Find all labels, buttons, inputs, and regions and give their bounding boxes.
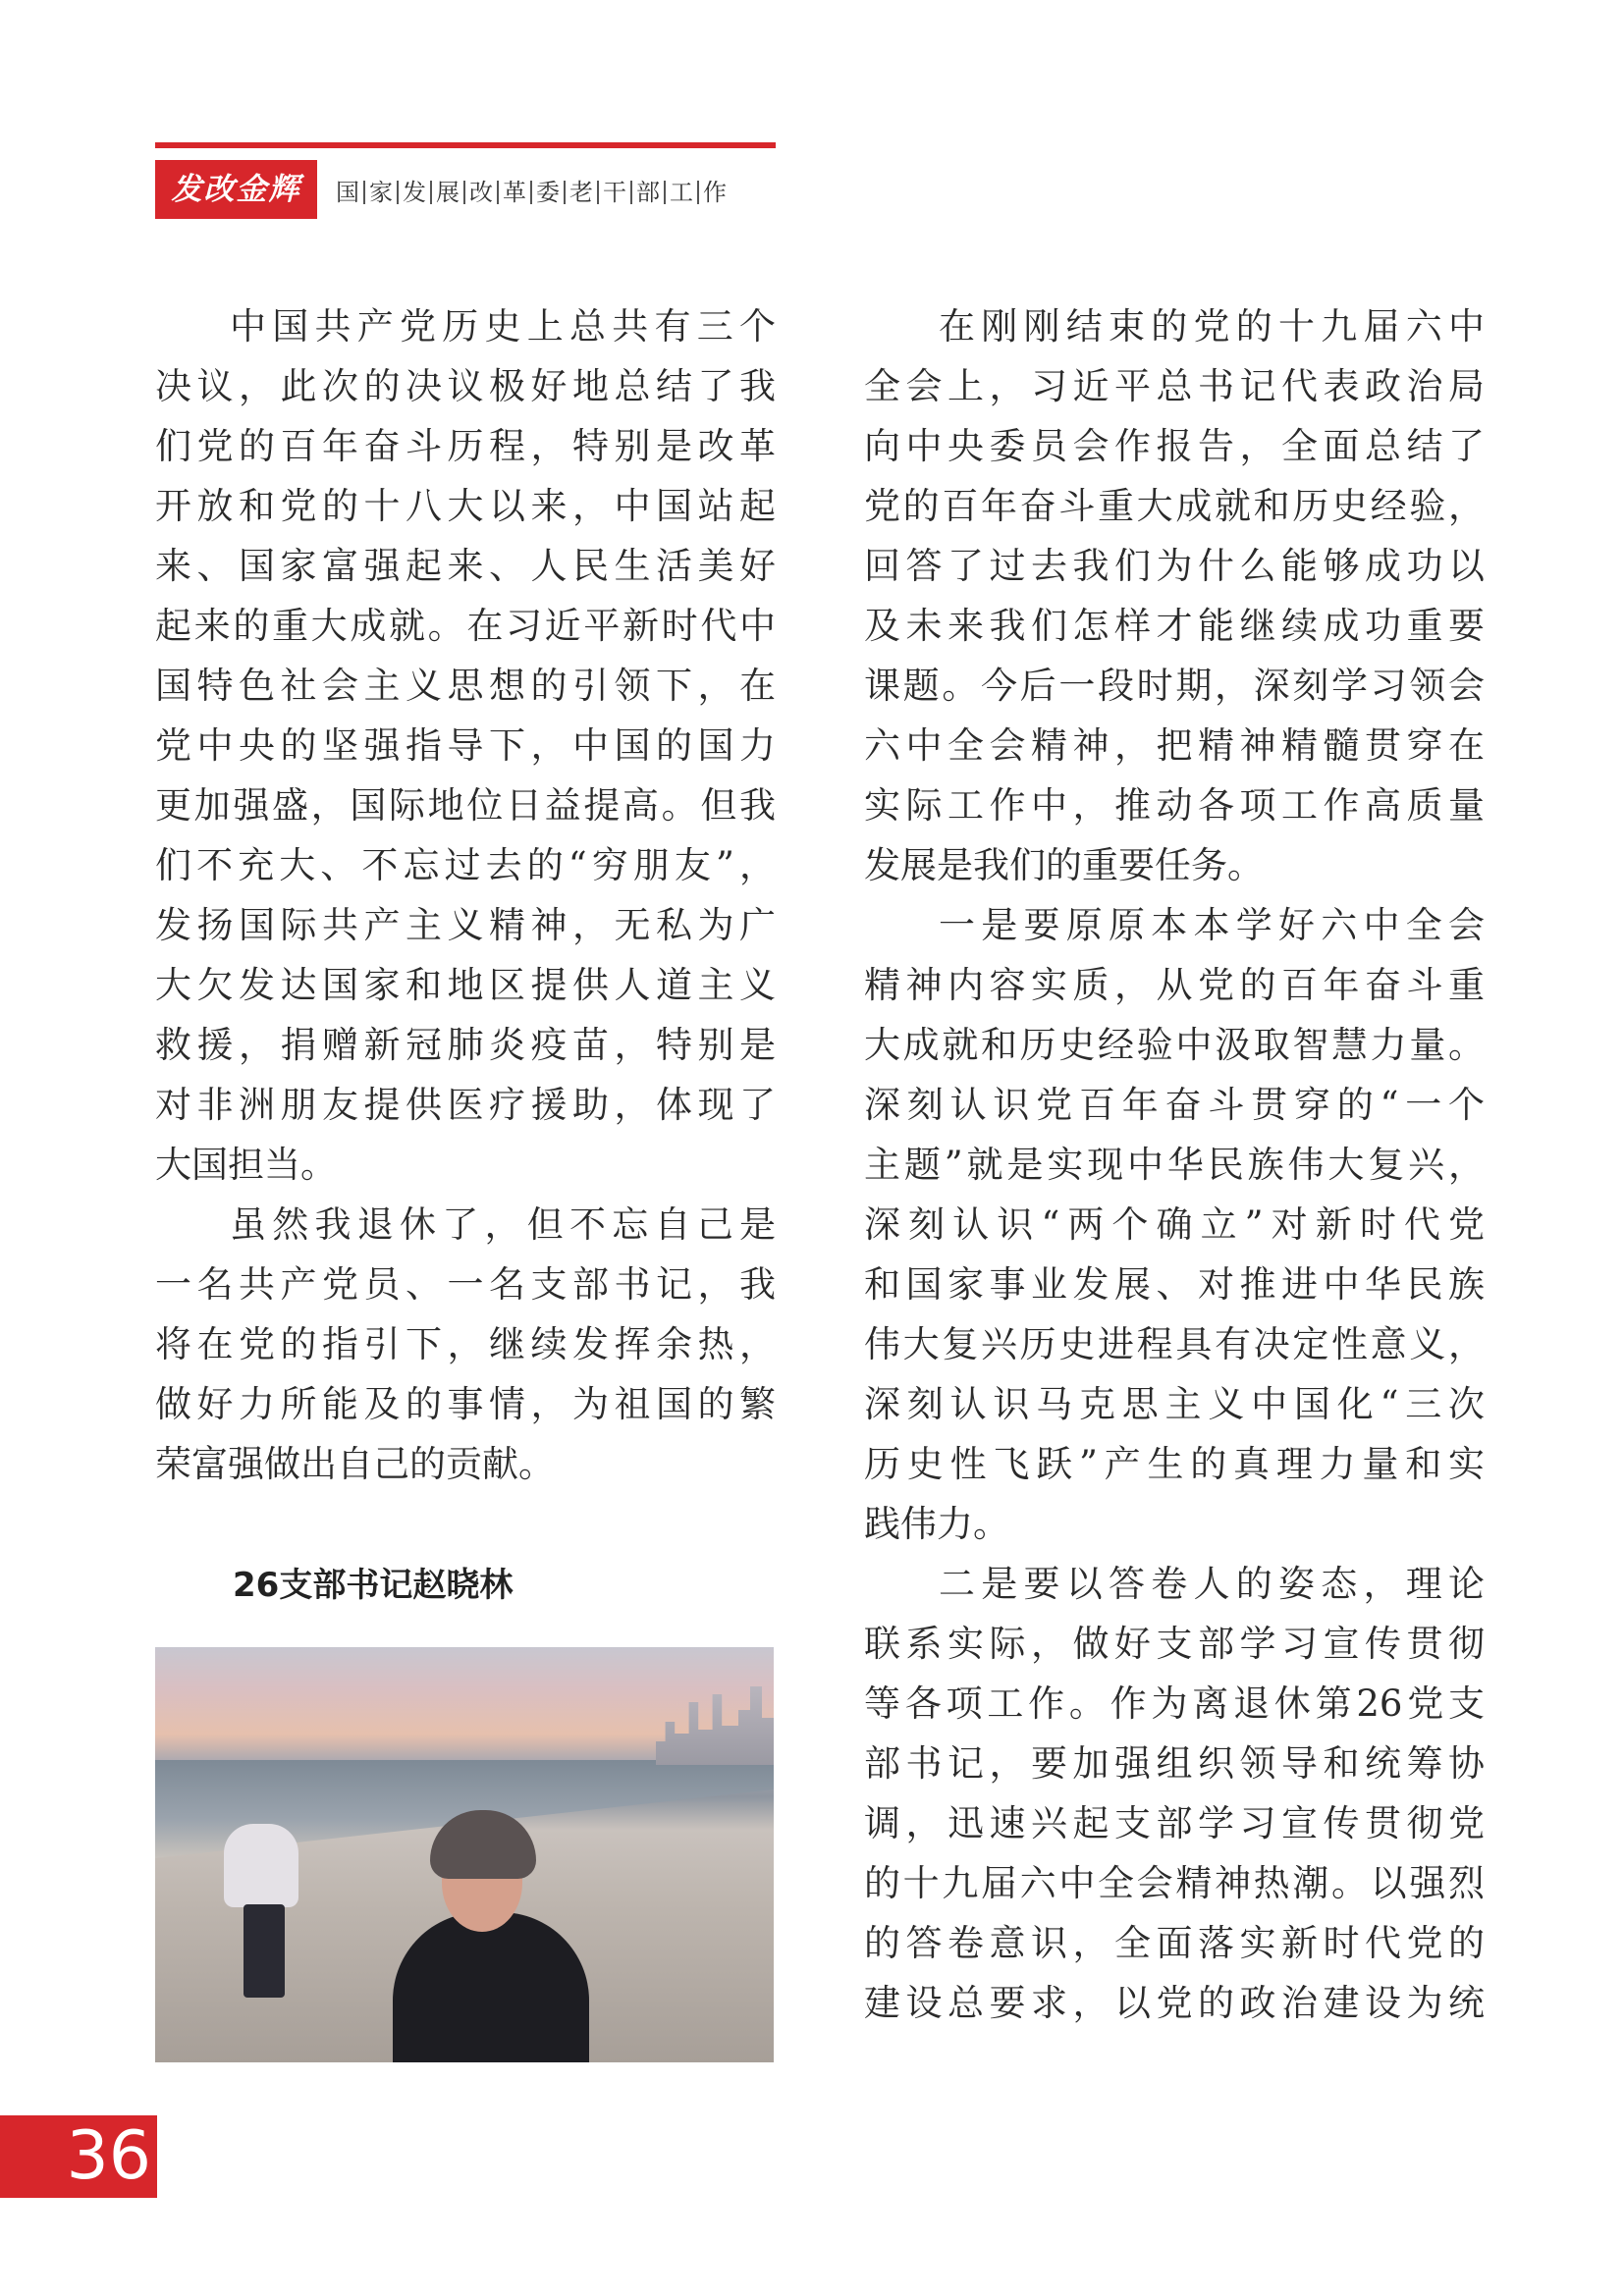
- text-line: 大国担当。: [155, 1144, 337, 1186]
- text-line: 发展是我们的重要任务。: [864, 844, 1264, 886]
- text-line: 党中央的坚强指导下，中国的国力: [155, 724, 776, 767]
- subtitle-char: 部: [632, 181, 666, 204]
- text-line: 大欠发达国家和地区提供人道主义: [155, 964, 776, 1006]
- text-line: 的十九届六中全会精神热潮。以强烈: [864, 1862, 1485, 1904]
- subtitle-char: 干: [599, 181, 632, 204]
- text-line: 起来的重大成就。在习近平新时代中: [155, 605, 776, 647]
- subtitle-char: 国: [332, 181, 365, 204]
- text-line: 做好力所能及的事情，为祖国的繁: [155, 1383, 776, 1425]
- text-line: 开放和党的十八大以来，中国站起: [155, 485, 776, 527]
- text-line: 全会上，习近平总书记代表政治局: [864, 365, 1485, 407]
- text-line: 们不充大、不忘过去的“穷朋友”，: [155, 844, 776, 886]
- subtitle-char: 改: [465, 181, 499, 204]
- text-line: 六中全会精神，把精神精髓贯穿在: [864, 724, 1485, 767]
- text-line: 及未来我们怎样才能继续成功重要: [864, 605, 1485, 647]
- text-line: 课题。今后一段时期，深刻学习领会: [864, 665, 1485, 707]
- right-column: [864, 296, 1485, 2033]
- photo-child: [224, 1824, 298, 1907]
- subtitle-char: 家: [365, 181, 399, 204]
- photo-woman-body: [393, 1912, 589, 2062]
- text-line: 一是要原原本本学好六中全会: [939, 904, 1485, 946]
- text-line: 一名共产党员、一名支部书记，我: [155, 1263, 776, 1306]
- text-line: 精神内容实质，从党的百年奋斗重: [864, 964, 1485, 1006]
- text-line: 联系实际，做好支部学习宣传贯彻: [864, 1623, 1485, 1665]
- header-subtitle: [332, 177, 731, 208]
- subtitle-char: 工: [666, 181, 699, 204]
- text-line: 和国家事业发展、对推进中华民族: [864, 1263, 1485, 1306]
- text-line: 等各项工作。作为离退休第26党支: [864, 1682, 1485, 1725]
- text-line: 二是要以答卷人的姿态，理论: [939, 1563, 1485, 1605]
- subtitle-char: 发: [399, 181, 432, 204]
- text-line: 对非洲朋友提供医疗援助，体现了: [155, 1084, 776, 1126]
- page-number-text: 36: [66, 2117, 151, 2195]
- text-line: 向中央委员会作报告，全面总结了: [864, 425, 1485, 467]
- text-line: 发扬国际共产主义精神，无私为广: [155, 904, 776, 946]
- text-line: 们党的百年奋斗历程，特别是改革: [155, 425, 776, 467]
- photo-child-legs: [244, 1904, 285, 1998]
- text-line: 救援，捐赠新冠肺炎疫苗，特别是: [155, 1024, 776, 1066]
- text-line: 决议，此次的决议极好地总结了我: [155, 365, 776, 407]
- text-line: 实际工作中，推动各项工作高质量: [864, 784, 1485, 827]
- text-line: 更加强盛，国际地位日益提高。但我: [155, 784, 776, 827]
- text-line: 践伟力。: [864, 1503, 1009, 1545]
- text-line: 历史性飞跃”产生的真理力量和实: [864, 1443, 1485, 1485]
- text-line: 来、国家富强起来、人民生活美好: [155, 545, 776, 587]
- text-line: 回答了过去我们为什么能够成功以: [864, 545, 1485, 587]
- text-line: 建设总要求，以党的政治建设为统: [864, 1982, 1485, 2024]
- subtitle-char: 作: [703, 179, 727, 206]
- text-line: 主题”就是实现中华民族伟大复兴，: [864, 1144, 1485, 1186]
- text-line: 深刻认识党百年奋斗贯穿的“一个: [864, 1084, 1485, 1126]
- page-number: [0, 2115, 157, 2198]
- text-line: 中国共产党历史上总共有三个: [230, 305, 776, 347]
- text-line: 调，迅速兴起支部学习宣传贯彻党: [864, 1802, 1485, 1844]
- section-title: 26支部书记赵晓林: [233, 1566, 514, 1605]
- text-line: 将在党的指引下，继续发挥余热，: [155, 1323, 776, 1365]
- subtitle-char: 展: [432, 181, 465, 204]
- text-line: 党的百年奋斗重大成就和历史经验，: [864, 485, 1485, 527]
- text-line: 在刚刚结束的党的十九届六中: [939, 305, 1485, 347]
- left-column: [155, 296, 776, 1494]
- text-line: 的答卷意识，全面落实新时代党的: [864, 1922, 1485, 1964]
- text-line: 国特色社会主义思想的引领下，在: [155, 665, 776, 707]
- text-line: 深刻认识“两个确立”对新时代党: [864, 1203, 1485, 1246]
- text-line: 部书记，要加强组织领导和统筹协: [864, 1742, 1485, 1785]
- subtitle-char: 革: [499, 181, 532, 204]
- subtitle-char: 老: [566, 181, 599, 204]
- photo-skyline: [656, 1686, 774, 1765]
- magazine-badge: 发改金辉: [155, 160, 317, 219]
- text-line: 深刻认识马克思主义中国化“三次: [864, 1383, 1485, 1425]
- text-line: 伟大复兴历史进程具有决定性意义，: [864, 1323, 1485, 1365]
- text-line: 荣富强做出自己的贡献。: [155, 1443, 555, 1485]
- subtitle-char: 委: [532, 181, 566, 204]
- text-line: 大成就和历史经验中汲取智慧力量。: [864, 1024, 1485, 1066]
- header-rule: [155, 142, 776, 148]
- portrait-photo: [155, 1647, 774, 2062]
- text-line: 虽然我退休了，但不忘自己是: [230, 1203, 776, 1246]
